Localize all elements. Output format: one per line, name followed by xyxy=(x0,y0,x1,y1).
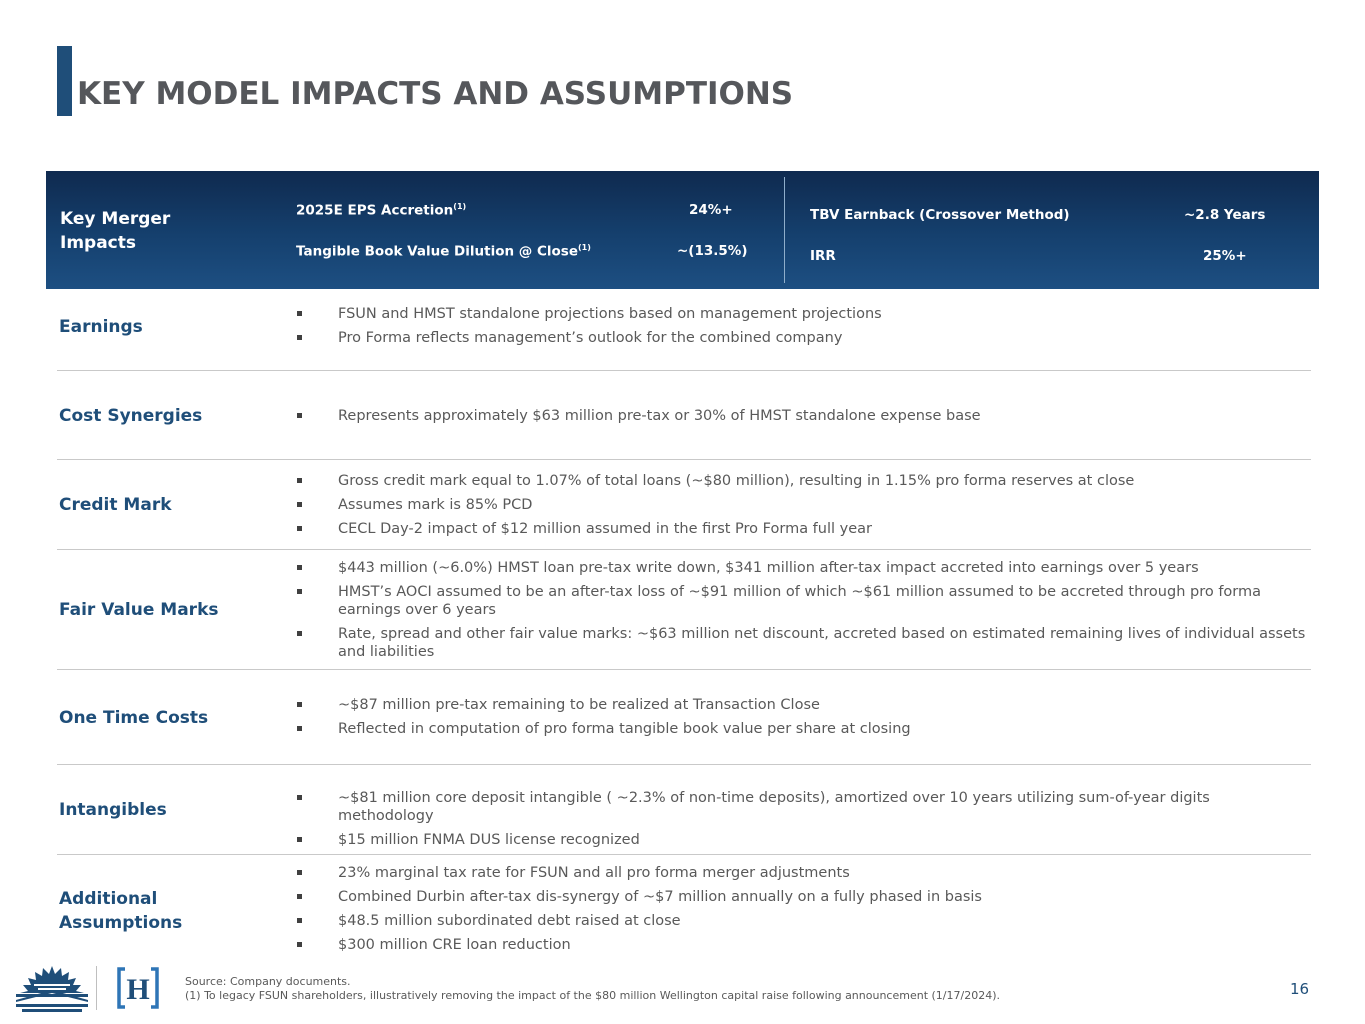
row-intangibles xyxy=(57,765,1311,855)
list-item: Rate, spread and other fair value marks: ~$63 million net discount, accreted based on estimated remaining lives of individual assets and liabilities xyxy=(293,625,1308,661)
heritage-logo xyxy=(116,966,160,1010)
metric-eps-accretion-label: 2025E EPS Accretion$^{(1)}$ xyxy=(296,202,467,219)
bullet-list xyxy=(293,696,1308,744)
list-item: HMST’s AOCI assumed to be an after-tax loss of ~$91 million of which ~$61 million assumed to be accreted through pro forma earnings over 6 years xyxy=(293,583,1308,619)
source-line: Source: Company documents. xyxy=(185,975,351,988)
list-item: FSUN and HMST standalone projections based on management projections xyxy=(293,305,1308,323)
row-earnings xyxy=(57,290,1311,371)
source-notes xyxy=(185,975,1000,1003)
footer-divider xyxy=(96,966,97,1010)
metric-tbv-earnback-value: ~2.8 Years xyxy=(1184,207,1266,223)
row-label: Earnings xyxy=(59,317,143,337)
metric-tbv-dilution-label: Tangible Book Value Dilution @ Close$^{(1)}$ xyxy=(296,243,591,260)
list-item: Gross credit mark equal to 1.07% of total loans (~$80 million), resulting in 1.15% pro forma reserves at close xyxy=(293,472,1308,490)
list-item: Represents approximately $63 million pre-tax or 30% of HMST standalone expense base xyxy=(293,407,1308,425)
row-label: Fair Value Marks xyxy=(59,600,219,620)
list-item: $300 million CRE loan reduction xyxy=(293,936,1308,954)
row-fair-value-marks xyxy=(57,550,1311,670)
list-item: Reflected in computation of pro forma tangible book value per share at closing xyxy=(293,720,1308,738)
list-item: $15 million FNMA DUS license recognized xyxy=(293,831,1308,849)
row-label: Additional Assumptions xyxy=(59,889,183,933)
list-item: Assumes mark is 85% PCD xyxy=(293,496,1308,514)
metric-tbv-earnback-label: TBV Earnback (Crossover Method) xyxy=(810,207,1070,223)
header-label: Key Merger Impacts xyxy=(60,209,171,253)
row-label: One Time Costs xyxy=(59,708,209,728)
bullet-list xyxy=(293,864,1308,960)
h-bracket-logo-icon xyxy=(116,966,160,1010)
bullet-list xyxy=(293,407,1308,431)
metric-irr-label: IRR xyxy=(810,248,836,264)
list-item: $48.5 million subordinated debt raised at close xyxy=(293,912,1308,930)
row-label: Credit Mark xyxy=(59,495,172,515)
row-additional-assumptions xyxy=(57,855,1311,959)
bullet-list xyxy=(293,789,1308,855)
row-label: Cost Synergies xyxy=(59,406,203,426)
list-item: Pro Forma reflects management’s outlook for the combined company xyxy=(293,329,1308,347)
key-merger-impacts-header xyxy=(46,171,1319,289)
bullet-list xyxy=(293,305,1308,353)
bullet-list xyxy=(293,472,1308,544)
row-cost-synergies xyxy=(57,371,1311,460)
page-number: 16 xyxy=(1290,980,1310,998)
header-divider xyxy=(784,177,785,283)
metric-tbv-dilution-value: ~(13.5%) xyxy=(677,243,748,259)
metric-irr-value: 25%+ xyxy=(1203,248,1247,264)
page-title: KEY MODEL IMPACTS AND ASSUMPTIONS xyxy=(77,76,794,112)
metric-eps-accretion-value: 24%+ xyxy=(689,202,733,218)
bullet-list xyxy=(293,559,1308,667)
list-item: Combined Durbin after-tax dis-synergy of ~$7 million annually on a fully phased in basis xyxy=(293,888,1308,906)
list-item: ~$87 million pre-tax remaining to be realized at Transaction Close xyxy=(293,696,1308,714)
row-credit-mark xyxy=(57,460,1311,550)
footnote-line: (1) To legacy FSUN shareholders, illustratively removing the impact of the $80 million Wellington capital raise following announcement (1/17/2024). xyxy=(185,989,1000,1002)
svg-text:H: H xyxy=(126,973,150,1006)
list-item: 23% marginal tax rate for FSUN and all pro forma merger adjustments xyxy=(293,864,1308,882)
row-one-time-costs xyxy=(57,670,1311,765)
sunburst-logo-icon xyxy=(12,960,92,1014)
list-item: ~$81 million core deposit intangible ( ~2.3% of non-time deposits), amortized over 10 years utilizing sum-of-year digits methodology xyxy=(293,789,1308,825)
row-label: Intangibles xyxy=(59,800,167,820)
list-item: CECL Day-2 impact of $12 million assumed in the first Pro Forma full year xyxy=(293,520,1308,538)
list-item: $443 million (~6.0%) HMST loan pre-tax write down, $341 million after-tax impact accreted into earnings over 5 years xyxy=(293,559,1308,577)
title-accent-bar xyxy=(57,46,72,116)
